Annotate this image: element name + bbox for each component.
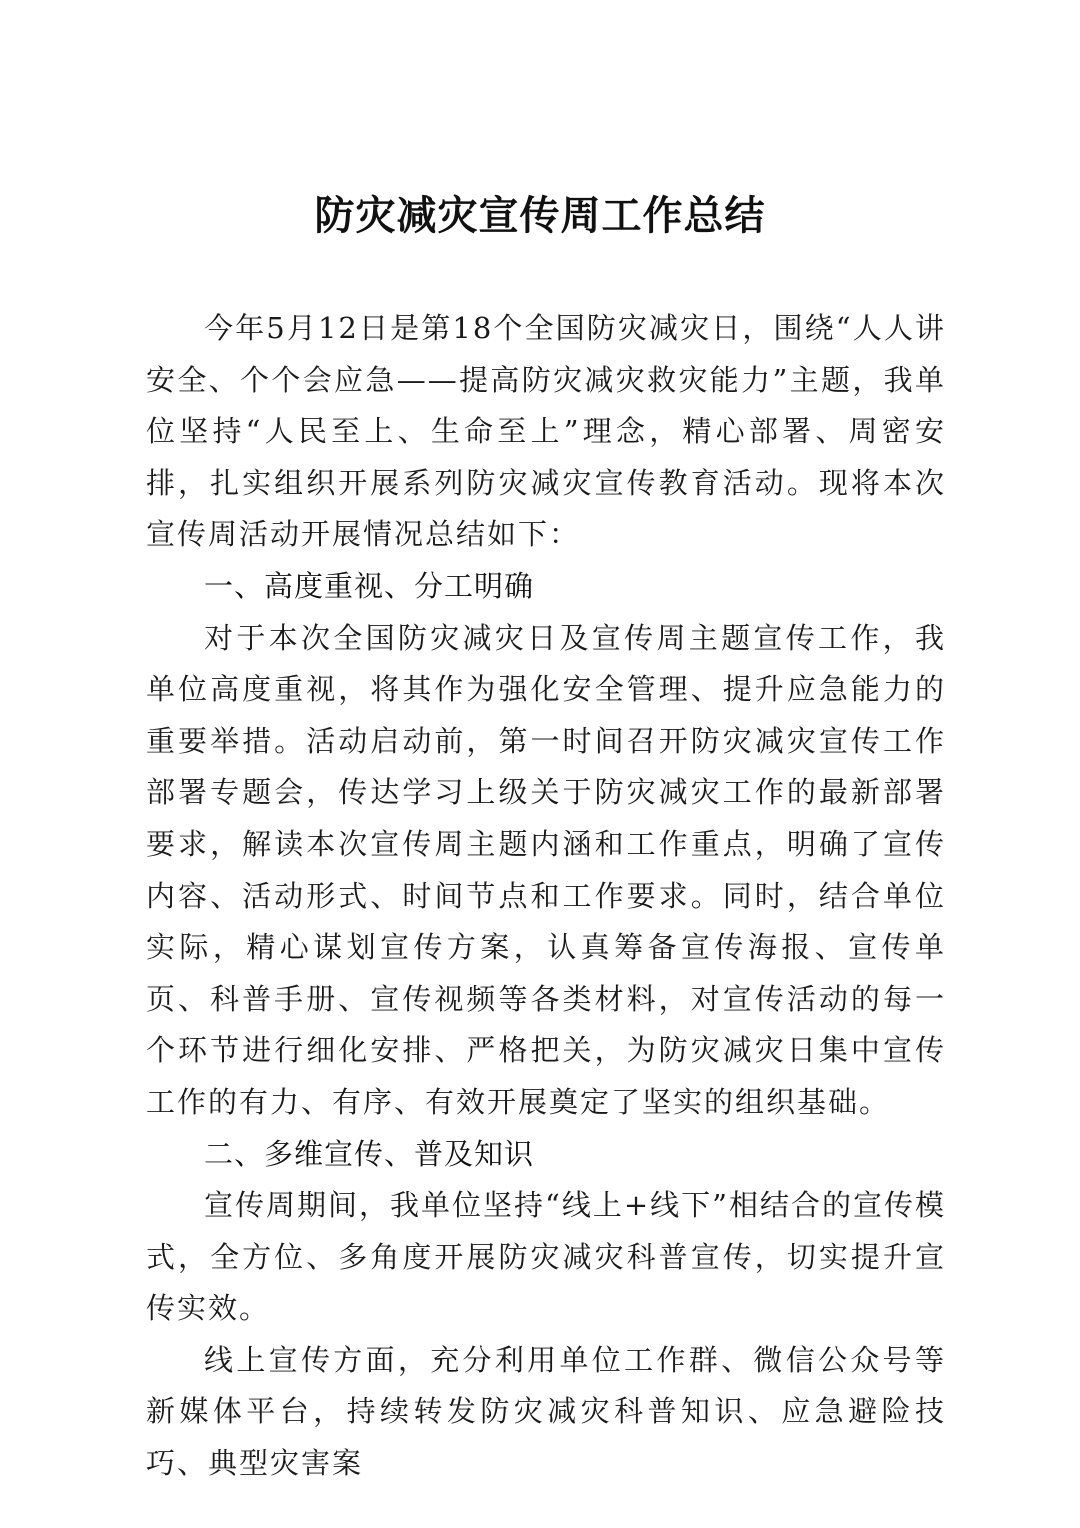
section-1-paragraph: 对于本次全国防灾减灾日及宣传周主题宣传工作，我单位高度重视，将其作为强化安全管理、提升应急能力的重要举措。活动启动前，第一时间召开防灾减灾宣传工作部署专题会，传达学习上级关于防灾减灾工作的最新部署要求，解读本次宣传周主题内涵和工作重点，明确了宣传内容、活动形式、时间节点和工作要求。同时，结合单位实际，精心谋划宣传方案，认真筹备宣传海报、宣传单页、科普手册、宣传视频等各类材料，对宣传活动的每一个环节进行细化安排、严格把关，为防灾减灾日集中宣传工作的有力、有序、有效开展奠定了坚实的组织基础。 <box>146 620 946 1119</box>
document-title: 防灾减灾宣传周工作总结 <box>314 192 766 239</box>
intro-paragraph: 今年5月12日是第18个全国防灾减灾日，围绕“人人讲安全、个个会应急——提高防灾减灾救灾能力”主题，我单位坚持“人民至上、生命至上”理念，精心部署、周密安排，扎实组织开展系列防灾减灾宣传教育活动。现将本次宣传周活动开展情况总结如下： <box>146 311 946 552</box>
section-1-heading: 一、高度重视、分工明确 <box>204 568 535 603</box>
section-2-heading: 二、多维宣传、普及知识 <box>204 1136 535 1171</box>
document-body <box>146 303 946 1490</box>
section-2-paragraph-1: 宣传周期间，我单位坚持“线上+线下”相结合的宣传模式，全方位、多角度开展防灾减灾科普宣传，切实提升宣传实效。 <box>146 1188 946 1326</box>
section-2-paragraph-2: 线上宣传方面，充分利用单位工作群、微信公众号等新媒体平台，持续转发防灾减灾科普知识、应急避险技巧、典型灾害案 <box>146 1342 946 1481</box>
